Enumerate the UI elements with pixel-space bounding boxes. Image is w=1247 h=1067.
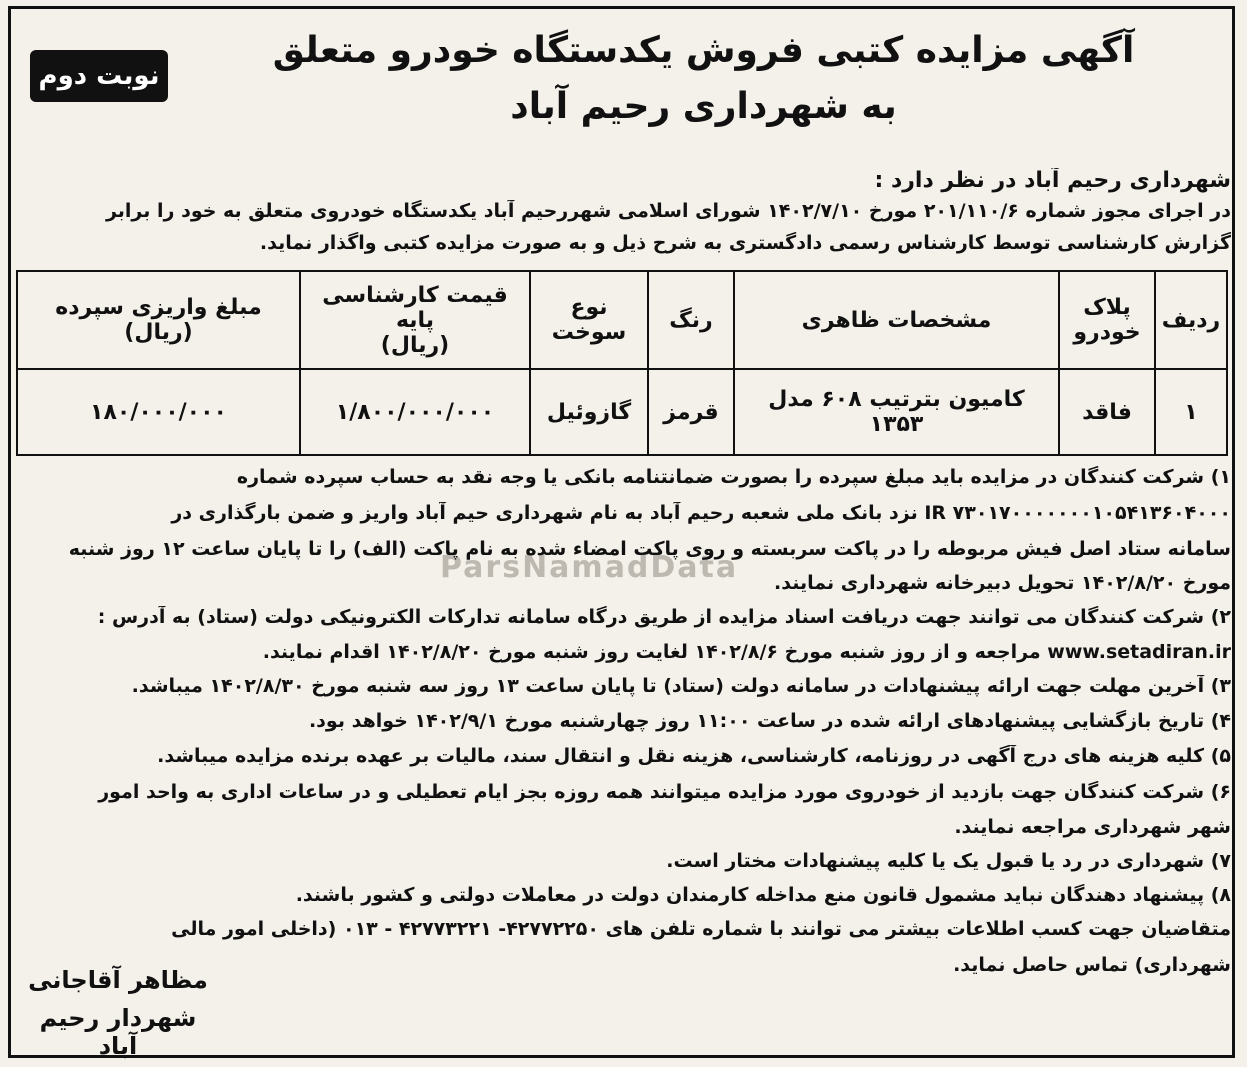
header-fuel-line-1: نوع <box>570 295 608 320</box>
header-plate-line-1: پلاک <box>1083 295 1131 320</box>
term-line: ۴) تاریخ بازگشایی پیشنهادهای ارائه شده در ساعت ۱۱:۰۰ روز چهارشنبه مورخ ۱۴۰۲/۹/۱ خواهد بود. <box>308 710 1231 732</box>
term-line: ۱) شرکت کنندگان در مزایده باید مبلغ سپرده را بصورت ضمانتنامه بانکی یا وجه نقد به حساب سپرده شماره <box>236 466 1231 488</box>
term-line: سامانه ستاد اصل فیش مربوطه را در پاکت سربسته و روی پاکت امضاء شده به نام پاکت (الف) را تا پایان ساعت ۱۲ روز شنبه <box>68 538 1231 560</box>
header-deposit-line-2: (ریال) <box>124 320 193 345</box>
header-plate-line-2: خودرو <box>1073 320 1141 345</box>
cell-fuel: گازوئیل <box>530 369 648 455</box>
table-row <box>17 369 1227 455</box>
header-color: رنگ <box>648 271 734 369</box>
header-price-line-1: قیمت کارشناسی پایه <box>322 282 508 333</box>
notice-title-line-2: به شهرداری رحیم آباد <box>510 86 897 127</box>
cell-color: قرمز <box>648 369 734 455</box>
term-line: www.setadiran.ir مراجعه و از روز شنبه مورخ ۱۴۰۲/۸/۶ لغایت روز شنبه مورخ ۱۴۰۲/۸/۲۰ اقدام نمایند. <box>262 641 1231 663</box>
term-line: ۷) شهرداری در رد یا قبول یک یا کلیه پیشنهادات مختار است. <box>666 850 1231 872</box>
header-specs: مشخصات ظاهری <box>734 271 1059 369</box>
header-base-price <box>300 271 530 369</box>
vehicle-table <box>16 270 1228 456</box>
cell-row-number: ۱ <box>1155 369 1227 455</box>
term-line: متقاضیان جهت کسب اطلاعات بیشتر می توانند با شماره تلفن های ۴۲۷۷۲۲۵۰- ۴۲۷۷۳۲۲۱ - ۰۱۳ (داخلی امور مالی <box>171 918 1231 940</box>
header-price-line-2: (ریال) <box>380 332 450 358</box>
term-line: ۳) آخرین مهلت جهت ارائه پیشنهادات در سامانه دولت (ستاد) تا پایان ساعت ۱۳ روز سه شنبه مورخ ۱۴۰۲/۸/۳۰ میباشد. <box>131 675 1231 697</box>
signatory-name: مظاهر آقاجانی <box>28 966 208 994</box>
cell-plate: فاقد <box>1059 369 1155 455</box>
header-deposit-line-1: مبلغ واریزی سپرده <box>55 295 262 320</box>
term-line: شهر شهرداری مراجعه نمایند. <box>954 816 1231 838</box>
term-line: مورخ ۱۴۰۲/۸/۲۰ تحویل دبیرخانه شهرداری نمایند. <box>774 572 1231 594</box>
term-line: ۶) شرکت کنندگان جهت بازدید از خودروی مورد مزایده میتوانند همه روزه بجز ایام تعطیلی و در ساعات اداری به واحد امور <box>98 781 1231 803</box>
header-fuel <box>530 271 648 369</box>
term-line: ۸) پیشنهاد دهندگان نباید مشمول قانون منع مداخله کارمندان دولت در معاملات دولتی و کشور باشند. <box>295 884 1231 906</box>
cell-specs: کامیون بترتیب ۶۰۸ مدل ۱۳۵۳ <box>734 369 1059 455</box>
intro-line-2: گزارش کارشناسی توسط کارشناس رسمی دادگستری به شرح ذیل و به صورت مزایده کتبی واگذار نماید. <box>259 232 1231 254</box>
header-fuel-line-2: سوخت <box>551 320 627 345</box>
term-line: IR ۷۳۰۱۷۰۰۰۰۰۰۰۱۰۵۴۱۳۶۰۴۰۰۰ نزد بانک ملی شعبه رحیم آباد به نام شهرداری حیم آباد واریز و ضمن بارگذاری در <box>171 502 1231 524</box>
header-deposit <box>17 271 300 369</box>
header-plate <box>1059 271 1155 369</box>
term-line: شهرداری) تماس حاصل نماید. <box>953 954 1231 976</box>
cell-deposit: ۱۸۰/۰۰۰/۰۰۰ <box>17 369 300 455</box>
term-line: ۵) کلیه هزینه های درج آگهی در روزنامه، کارشناسی، هزینه نقل و انتقال سند، مالیات بر عهده برنده مزایده میباشد. <box>157 745 1231 767</box>
intro-line-1: در اجرای مجوز شماره ۲۰۱/۱۱۰/۶ مورخ ۱۴۰۲/۷/۱۰ شورای اسلامی شهررحیم آباد یکدستگاه خودروی متعلق به خود را برابر <box>105 200 1231 222</box>
second-round-badge: نوبت دوم <box>30 50 168 102</box>
signatory-role: شهردار رحیم آباد <box>39 1004 197 1060</box>
term-line: ۲) شرکت کنندگان می توانند جهت دریافت اسناد مزایده از طریق درگاه سامانه تدارکات الکترونیکی دولت (ستاد) به آدرس : <box>97 606 1231 628</box>
header-row-number: ردیف <box>1155 271 1227 369</box>
table-header-row <box>17 271 1227 369</box>
cell-base-price: ۱/۸۰۰/۰۰۰/۰۰۰ <box>300 369 530 455</box>
intro-heading: شهرداری رحیم آباد در نظر دارد : <box>874 168 1231 193</box>
notice-title-line-1: آگهی مزایده کتبی فروش یکدستگاه خودرو متعلق <box>272 30 1135 71</box>
watermark-text: ParsNamadData <box>440 550 739 585</box>
